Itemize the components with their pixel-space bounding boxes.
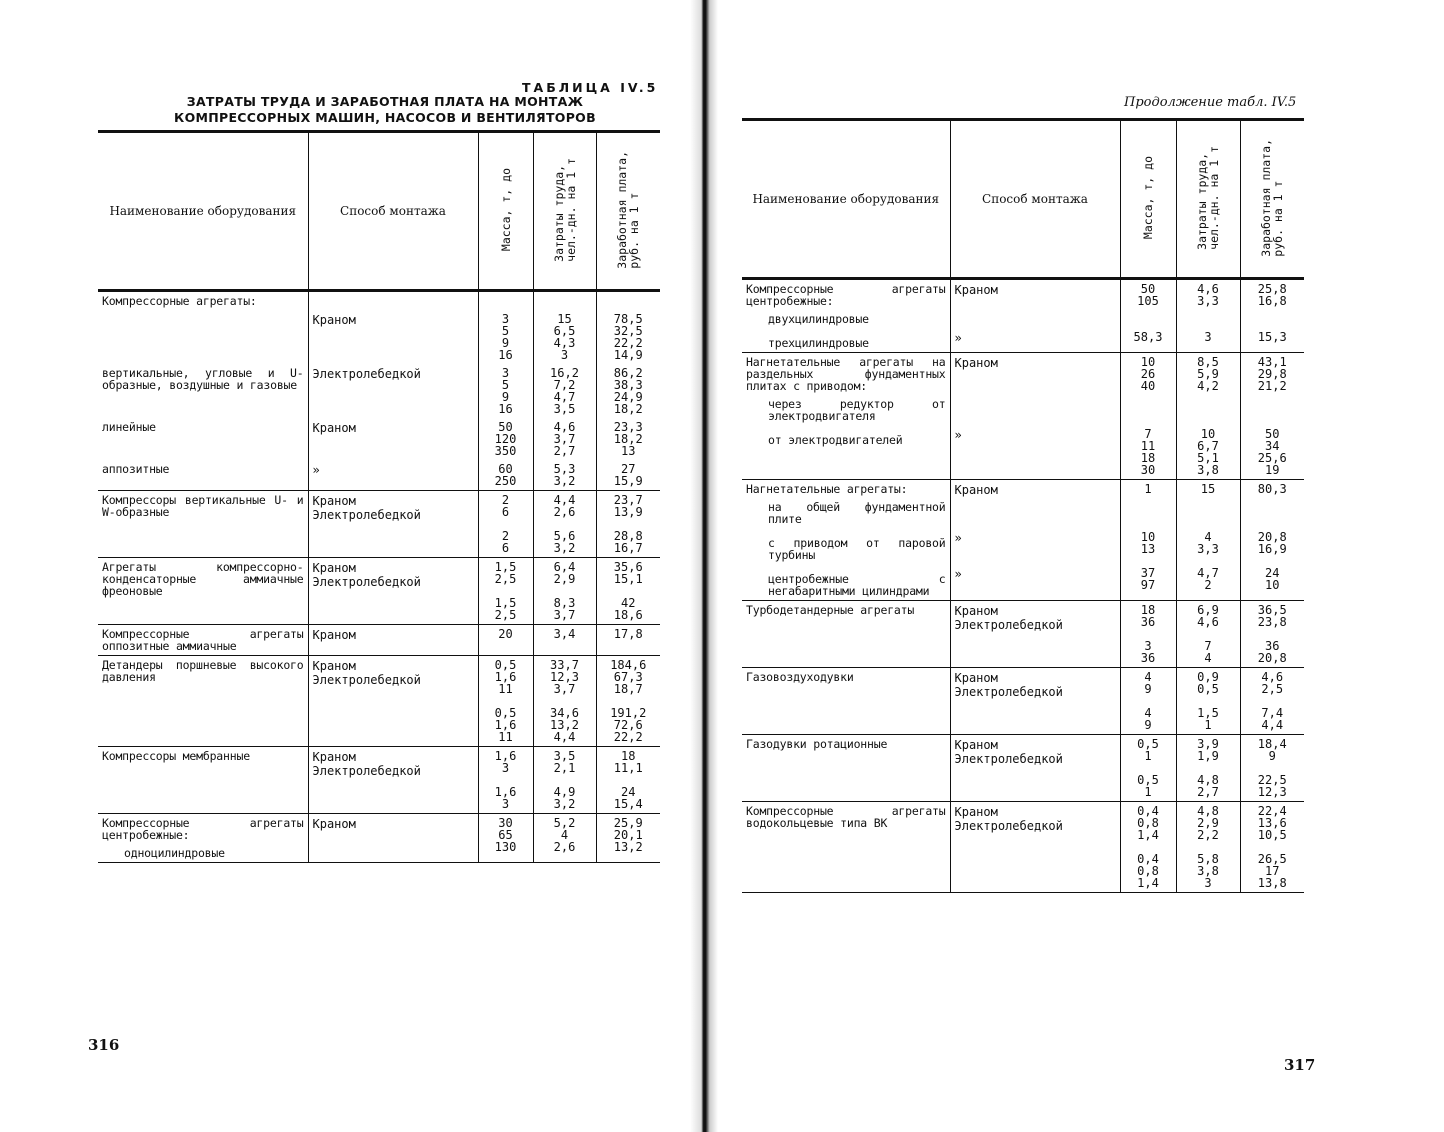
wage-value	[596, 291, 660, 311]
labor-value: 4,6 3,3	[1176, 279, 1240, 329]
table-row	[742, 564, 1304, 601]
equipment-name: линейные	[102, 420, 156, 434]
equipment-name-cell	[98, 491, 308, 558]
wage-value: 43,1 29,8 21,2	[1240, 353, 1304, 426]
table-row	[98, 558, 660, 625]
header-mass: Масса, т, до	[478, 132, 533, 291]
mounting-method	[308, 291, 478, 311]
wage-value: 20,8 16,9	[1240, 528, 1304, 564]
table-row	[98, 656, 660, 747]
table-row	[98, 310, 660, 364]
equipment-name: Компрессорные агрегаты центробежные:	[746, 282, 946, 308]
table-row	[98, 364, 660, 418]
mass-value: 0,5 1,6 11 0,5 1,6 11	[478, 656, 533, 747]
equipment-name: Газодувки ротационные	[746, 737, 888, 751]
mounting-method: »	[950, 328, 1120, 353]
labor-value: 4,8 2,9 2,2 5,8 3,8 3	[1176, 802, 1240, 893]
wage-value: 80,3	[1240, 480, 1304, 529]
mass-value: 30 65 130	[478, 814, 533, 863]
mass-value: 3 5 9 16	[478, 364, 533, 418]
equipment-subtype: трехцилиндровые	[768, 336, 869, 350]
mounting-method: Краном Электролебедкой	[950, 802, 1120, 893]
page-number-left: 316	[88, 1036, 120, 1054]
wage-value: 23,7 13,9 28,8 16,7	[596, 491, 660, 558]
header-mass: Масса, т, до	[1120, 120, 1176, 279]
equipment-name-cell	[742, 528, 950, 564]
wage-value: 18 11,1 24 15,4	[596, 747, 660, 814]
wage-value: 27 15,9	[596, 460, 660, 491]
header-wage: Заработная плата, руб. на 1 т	[1240, 120, 1304, 279]
labor-value: 5,3 3,2	[533, 460, 596, 491]
labor-table-left	[98, 130, 660, 863]
equipment-name-cell	[98, 291, 308, 311]
header-name: Наименование оборудования	[98, 132, 308, 291]
book-gutter	[690, 0, 718, 1132]
mass-value: 1,5 2,5 1,5 2,5	[478, 558, 533, 625]
table-row	[98, 814, 660, 863]
equipment-name-cell	[742, 668, 950, 735]
wage-value: 25,9 20,1 13,2	[596, 814, 660, 863]
mass-value: 50 105	[1120, 279, 1176, 329]
equipment-name-cell	[98, 814, 308, 863]
equipment-name: Нагнетательные агрегаты на раздельных фундаментных плитах с приводом:	[746, 355, 946, 393]
labor-value: 3,5 2,1 4,9 3,2	[533, 747, 596, 814]
equipment-subtype: одноцилиндровые	[124, 846, 225, 860]
mounting-method: Краном Электролебедкой	[950, 668, 1120, 735]
left-page	[0, 0, 690, 1132]
mounting-method: Краном	[308, 418, 478, 460]
equipment-name-cell	[98, 310, 308, 364]
equipment-name: Компрессорные агрегаты оппозитные аммиачные	[102, 627, 304, 653]
wage-value: 22,4 13,6 10,5 26,5 17 13,8	[1240, 802, 1304, 893]
labor-value: 5,2 4 2,6	[533, 814, 596, 863]
table-row	[98, 491, 660, 558]
mounting-method: Краном	[308, 814, 478, 863]
labor-value: 8,5 5,9 4,2	[1176, 353, 1240, 426]
table-row	[742, 480, 1304, 529]
equipment-name-cell	[742, 328, 950, 353]
header-labor: Затраты труда, чел.-дн. на 1 т	[533, 132, 596, 291]
labor-value: 6,9 4,6 7 4	[1176, 601, 1240, 668]
labor-value: 4,6 3,7 2,7	[533, 418, 596, 460]
wage-value: 24 10	[1240, 564, 1304, 601]
table-row	[98, 291, 660, 311]
mounting-method: Краном Электролебедкой	[308, 656, 478, 747]
mass-value: 18 36 3 36	[1120, 601, 1176, 668]
wage-value: 184,6 67,3 18,7 191,2 72,6 22,2	[596, 656, 660, 747]
equipment-name: Компрессорные агрегаты центробежные:	[102, 816, 304, 842]
equipment-name-cell	[98, 364, 308, 418]
equipment-name: Компрессоры вертикальные U- и W-образные	[102, 493, 304, 519]
mass-value: 58,3	[1120, 328, 1176, 353]
labor-value: 10 6,7 5,1 3,8	[1176, 425, 1240, 480]
mounting-method: Краном	[950, 480, 1120, 529]
mounting-method: »	[950, 528, 1120, 564]
table-row	[742, 425, 1304, 480]
equipment-subtype: центробежные с негабаритными цилиндрами	[768, 572, 946, 598]
equipment-name-cell	[98, 747, 308, 814]
equipment-name-cell	[742, 802, 950, 893]
labor-value: 4,7 2	[1176, 564, 1240, 601]
wage-value: 17,8	[596, 625, 660, 656]
mounting-method: Краном Электролебедкой	[308, 558, 478, 625]
mounting-method: Краном	[308, 625, 478, 656]
wage-value: 15,3	[1240, 328, 1304, 353]
table-row	[742, 735, 1304, 802]
table-header-row	[98, 132, 660, 291]
equipment-name: Турбодетандерные агрегаты	[746, 603, 915, 617]
mass-value: 7 11 18 30	[1120, 425, 1176, 480]
mass-value: 3 5 9 16	[478, 310, 533, 364]
equipment-name-cell	[742, 425, 950, 480]
header-method: Способ монтажа	[308, 132, 478, 291]
wage-value: 25,8 16,8	[1240, 279, 1304, 329]
wage-value: 35,6 15,1 42 18,6	[596, 558, 660, 625]
mounting-method: Краном Электролебедкой	[950, 601, 1120, 668]
continuation-label: Продолжение табл. IV.5	[1124, 95, 1297, 110]
table-row	[98, 625, 660, 656]
mass-value: 10 26 40	[1120, 353, 1176, 426]
wage-value: 4,6 2,5 7,4 4,4	[1240, 668, 1304, 735]
equipment-name: Компрессорные агрегаты:	[102, 294, 257, 308]
table-row	[742, 601, 1304, 668]
wage-value: 36,5 23,8 36 20,8	[1240, 601, 1304, 668]
equipment-subtype: через редуктор от электродвигателя	[768, 397, 946, 423]
table-title	[110, 94, 660, 126]
wage-value: 86,2 38,3 24,9 18,2	[596, 364, 660, 418]
mass-value: 4 9 4 9	[1120, 668, 1176, 735]
equipment-name-cell	[98, 460, 308, 491]
table-row	[742, 528, 1304, 564]
mounting-method: »	[308, 460, 478, 491]
mass-value: 1,6 3 1,6 3	[478, 747, 533, 814]
mass-value: 20	[478, 625, 533, 656]
equipment-name: Агрегаты компрессорно-конденсаторные аммиачные фреоновые	[102, 560, 304, 598]
mounting-method: »	[950, 564, 1120, 601]
equipment-name: вертикальные, угловые и U-образные, воздушные и газовые	[102, 366, 304, 392]
equipment-name: Нагнетательные агрегаты:	[746, 482, 908, 496]
mass-value	[478, 291, 533, 311]
table-row	[742, 802, 1304, 893]
labor-value: 4 3,3	[1176, 528, 1240, 564]
equipment-name-cell	[742, 353, 950, 426]
mounting-method: »	[950, 425, 1120, 480]
table-title-line1: ЗАТРАТЫ ТРУДА И ЗАРАБОТНАЯ ПЛАТА НА МОНТАЖ	[186, 94, 584, 109]
table-row	[742, 328, 1304, 353]
table-row	[742, 279, 1304, 329]
table-row	[742, 668, 1304, 735]
equipment-name: Газовоздуходувки	[746, 670, 854, 684]
equipment-subtype: на общей фундаментной плите	[768, 500, 946, 526]
mounting-method: Краном Электролебедкой	[950, 735, 1120, 802]
labor-value	[533, 291, 596, 311]
table-label: ТАБЛИЦА IV.5	[522, 80, 659, 95]
equipment-name-cell	[742, 279, 950, 329]
labor-value: 16,2 7,2 4,7 3,5	[533, 364, 596, 418]
equipment-name-cell	[98, 558, 308, 625]
equipment-name: Детандеры поршневые высокого давления	[102, 658, 304, 684]
equipment-name-cell	[98, 418, 308, 460]
mounting-method: Краном Электролебедкой	[308, 747, 478, 814]
wage-value: 50 34 25,6 19	[1240, 425, 1304, 480]
mass-value: 37 97	[1120, 564, 1176, 601]
header-wage: Заработная плата, руб. на 1 т	[596, 132, 660, 291]
mounting-method: Краном	[950, 353, 1120, 426]
mounting-method: Краном Электролебедкой	[308, 491, 478, 558]
labor-value: 3,4	[533, 625, 596, 656]
mass-value: 2 6 2 6	[478, 491, 533, 558]
equipment-name-cell	[742, 480, 950, 529]
header-name: Наименование оборудования	[742, 120, 950, 279]
table-row	[98, 460, 660, 491]
mounting-method: Электролебедкой	[308, 364, 478, 418]
mounting-method: Краном	[308, 310, 478, 364]
mass-value: 1	[1120, 480, 1176, 529]
mass-value: 50 120 350	[478, 418, 533, 460]
mass-value: 0,4 0,8 1,4 0,4 0,8 1,4	[1120, 802, 1176, 893]
equipment-name-cell	[98, 625, 308, 656]
equipment-name: Компрессорные агрегаты водокольцевые типа ВК	[746, 804, 946, 830]
table-row	[98, 418, 660, 460]
labor-value: 15 6,5 4,3 3	[533, 310, 596, 364]
right-page	[718, 0, 1444, 1132]
equipment-name-cell	[98, 656, 308, 747]
table-header-row	[742, 120, 1304, 279]
labor-value: 15	[1176, 480, 1240, 529]
labor-value: 3	[1176, 328, 1240, 353]
labor-value: 0,9 0,5 1,5 1	[1176, 668, 1240, 735]
equipment-name: аппозитные	[102, 462, 170, 476]
header-method: Способ монтажа	[950, 120, 1120, 279]
table-row	[98, 747, 660, 814]
labor-value: 6,4 2,9 8,3 3,7	[533, 558, 596, 625]
table-title-line2: КОМПРЕССОРНЫХ МАШИН, НАСОСОВ И ВЕНТИЛЯТОРОВ	[174, 110, 596, 125]
labor-value: 3,9 1,9 4,8 2,7	[1176, 735, 1240, 802]
page-number-right: 317	[1284, 1056, 1316, 1074]
equipment-subtype: двухцилиндровые	[768, 312, 869, 326]
labor-table-right	[742, 118, 1304, 893]
equipment-name: Компрессоры мембранные	[102, 749, 250, 763]
labor-value: 33,7 12,3 3,7 34,6 13,2 4,4	[533, 656, 596, 747]
wage-value: 18,4 9 22,5 12,3	[1240, 735, 1304, 802]
equipment-name-cell	[742, 601, 950, 668]
mass-value: 0,5 1 0,5 1	[1120, 735, 1176, 802]
equipment-name-cell	[742, 564, 950, 601]
table-row	[742, 353, 1304, 426]
wage-value: 78,5 32,5 22,2 14,9	[596, 310, 660, 364]
equipment-name-cell	[742, 735, 950, 802]
equipment-subtype: с приводом от паровой турбины	[768, 536, 946, 562]
header-labor: Затраты труда, чел.-дн. на 1 т	[1176, 120, 1240, 279]
mass-value: 60 250	[478, 460, 533, 491]
mounting-method: Краном	[950, 279, 1120, 329]
labor-value: 4,4 2,6 5,6 3,2	[533, 491, 596, 558]
mass-value: 10 13	[1120, 528, 1176, 564]
equipment-subtype: от электродвигателей	[768, 433, 903, 447]
wage-value: 23,3 18,2 13	[596, 418, 660, 460]
